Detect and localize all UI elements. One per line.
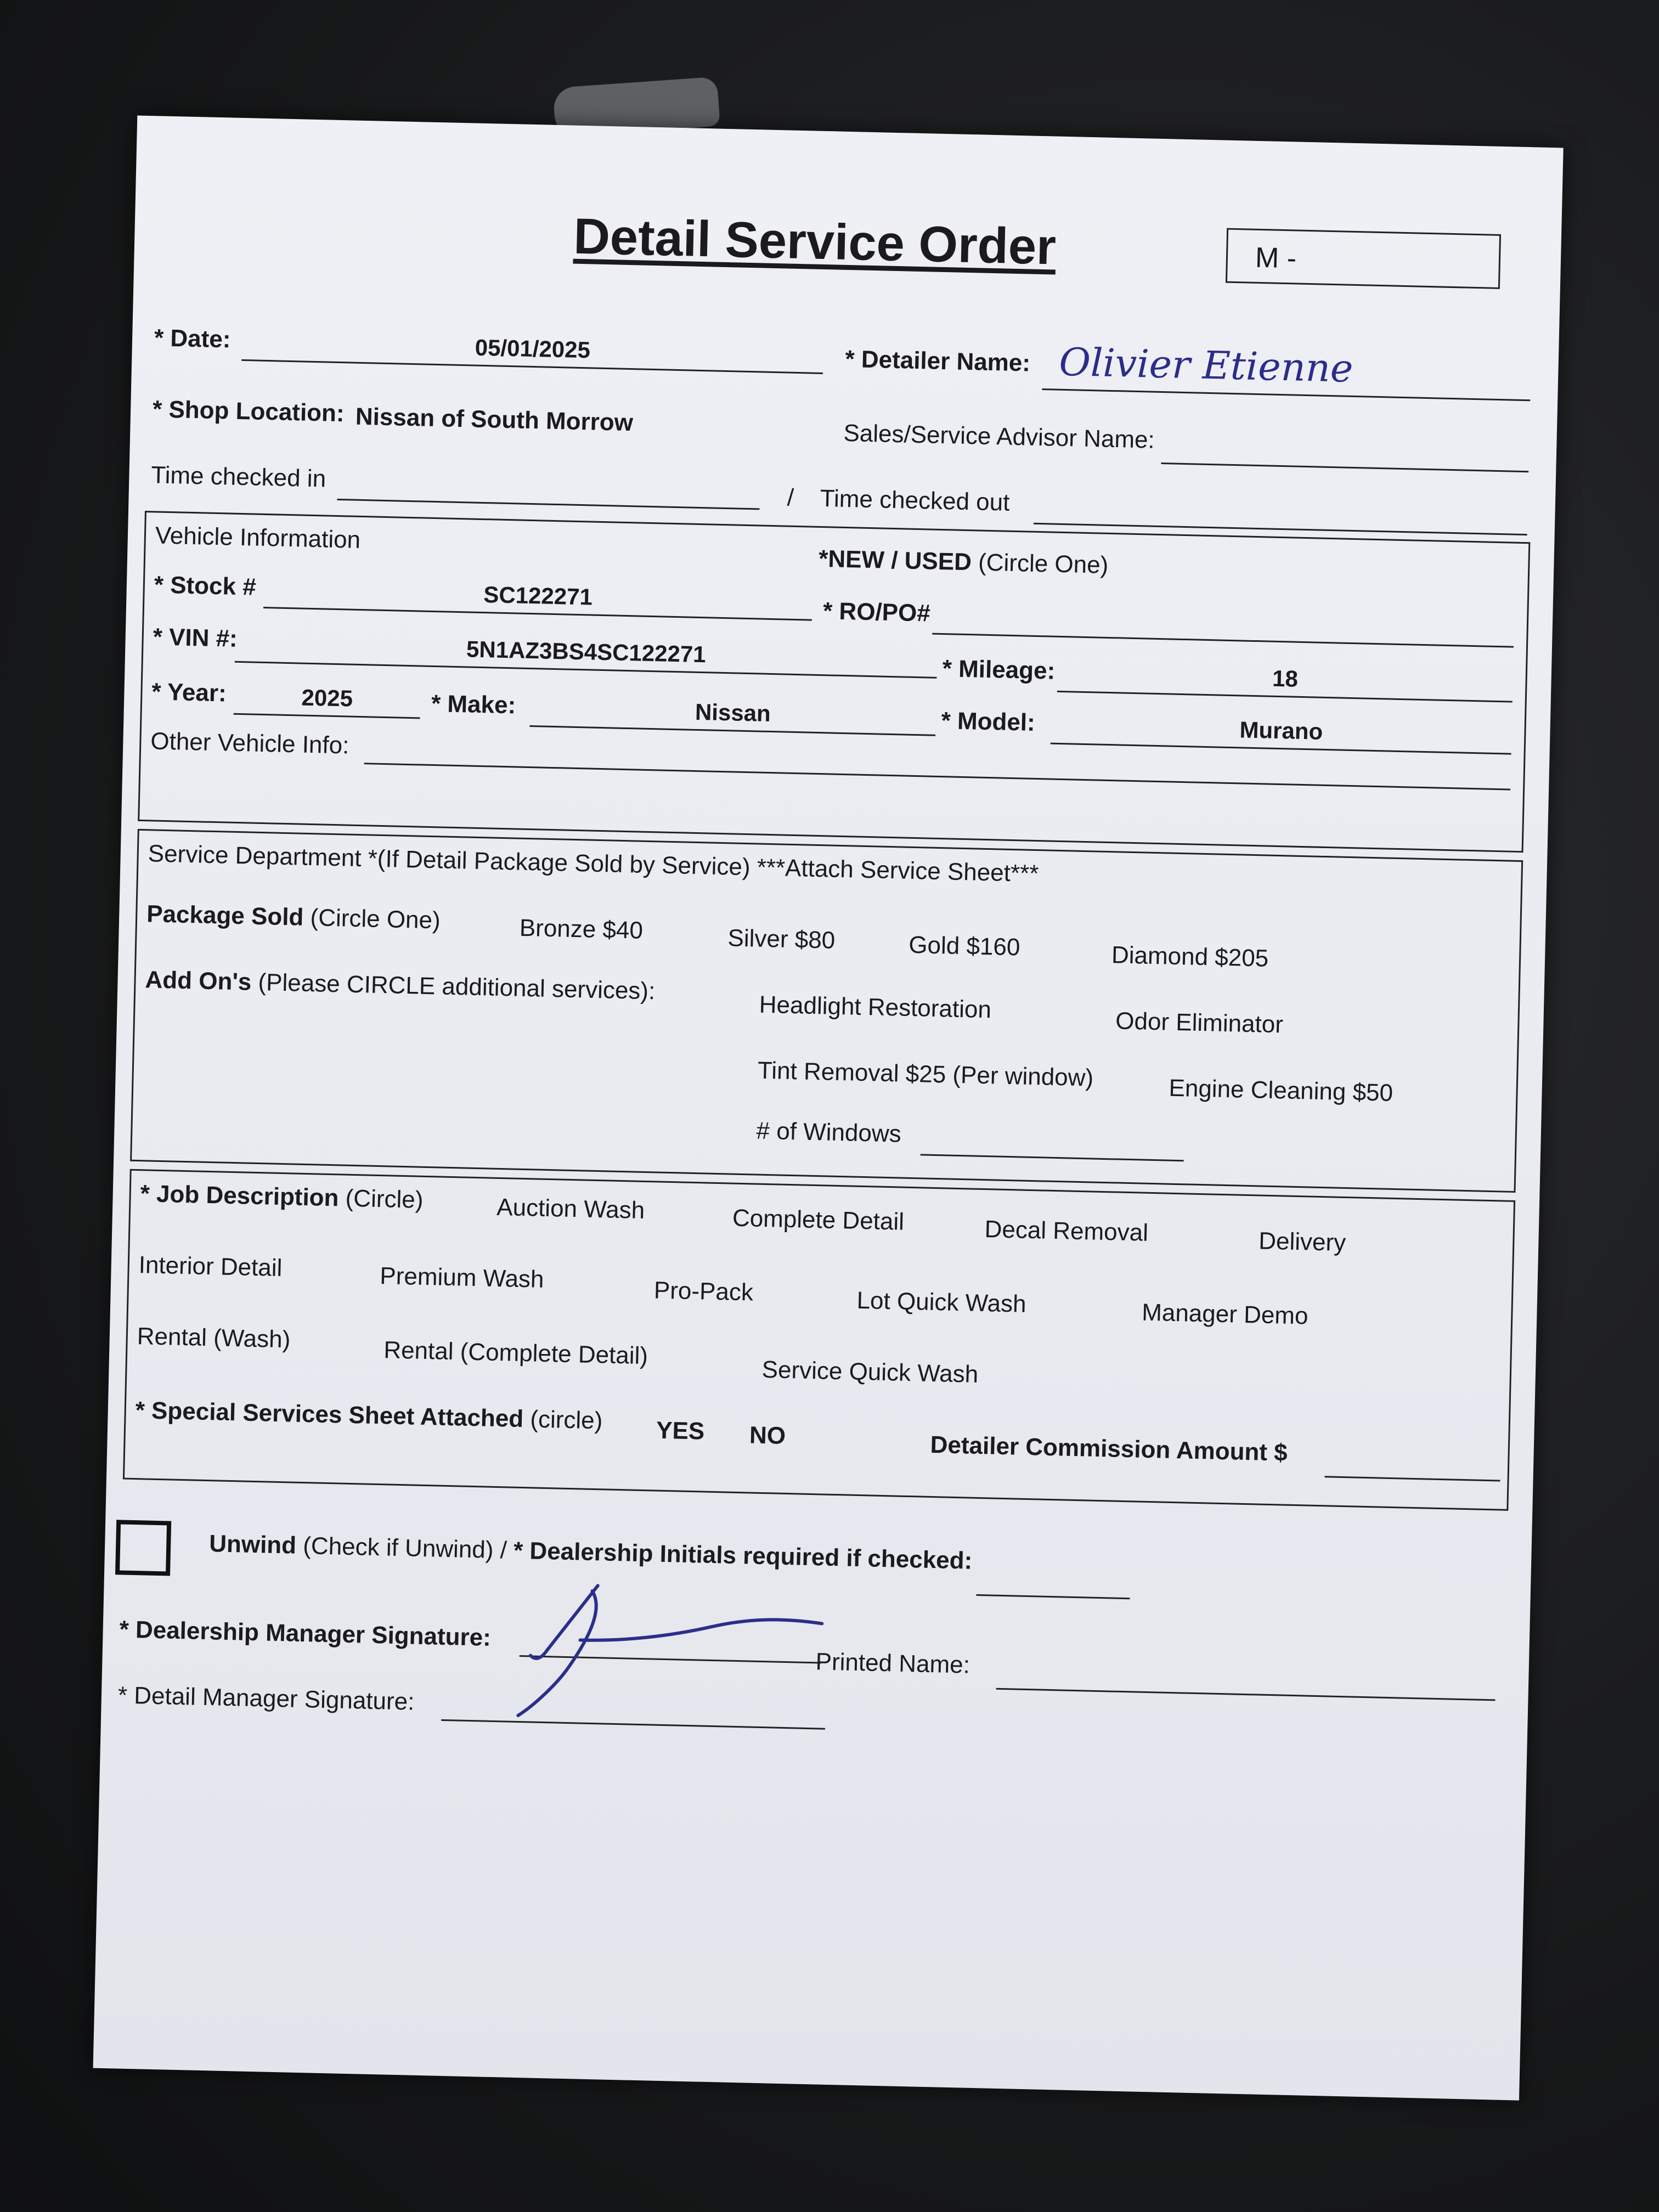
detailer-value[interactable]: Olivier Etienne <box>1058 339 1354 391</box>
package-label: Package Sold <box>146 900 304 931</box>
time-out-label: Time checked out <box>820 484 1010 516</box>
job-rental-wash[interactable]: Rental (Wash) <box>137 1323 291 1353</box>
time-in-line[interactable] <box>337 499 760 510</box>
new-used-hint: (Circle One) <box>978 549 1109 579</box>
package-hint: (Circle One) <box>310 904 441 934</box>
job-decal-removal[interactable]: Decal Removal <box>984 1216 1149 1246</box>
make-value[interactable]: Nissan <box>695 698 771 726</box>
job-rental-complete[interactable]: Rental (Complete Detail) <box>383 1336 648 1370</box>
special-services-hint: (circle) <box>529 1406 603 1435</box>
ro-po-label: * RO/PO# <box>822 597 931 627</box>
job-service-quick-wash[interactable]: Service Quick Wash <box>761 1356 979 1388</box>
mileage-label: * Mileage: <box>942 655 1056 685</box>
special-services-label: * Special Services Sheet Attached <box>135 1397 524 1433</box>
printed-name-label: Printed Name: <box>815 1648 970 1679</box>
package-diamond[interactable]: Diamond $205 <box>1111 941 1269 972</box>
job-auction-wash[interactable]: Auction Wash <box>496 1193 645 1224</box>
job-label: * Job Description <box>140 1180 340 1212</box>
other-info-label: Other Vehicle Info: <box>150 727 349 759</box>
manager-signature-label: * Dealership Manager Signature: <box>119 1616 492 1651</box>
vin-label: * VIN #: <box>153 623 238 652</box>
unwind-label: Unwind <box>208 1530 297 1559</box>
package-bronze[interactable]: Bronze $40 <box>519 914 644 944</box>
order-number-box[interactable]: M - <box>1226 228 1501 289</box>
manager-signature-ink <box>512 1573 845 1734</box>
make-label: * Make: <box>431 690 516 719</box>
initials-label: * Dealership Initials required if checked: <box>513 1537 973 1575</box>
mileage-value[interactable]: 18 <box>1272 665 1299 692</box>
stock-label: * Stock # <box>154 571 257 601</box>
shop-location-label: * Shop Location: <box>152 396 345 427</box>
detailer-line <box>1042 388 1530 401</box>
year-label: * Year: <box>151 678 227 707</box>
advisor-line[interactable] <box>1161 462 1528 472</box>
printed-name-line[interactable] <box>996 1688 1496 1701</box>
advisor-label: Sales/Service Advisor Name: <box>843 419 1155 454</box>
job-interior-detail[interactable]: Interior Detail <box>138 1251 283 1282</box>
stock-value[interactable]: SC122271 <box>483 582 593 610</box>
form-title: Detail Service Order <box>573 208 1057 275</box>
date-value[interactable]: 05/01/2025 <box>475 334 591 363</box>
initials-line[interactable] <box>977 1594 1130 1599</box>
addon-headlight[interactable]: Headlight Restoration <box>759 991 992 1024</box>
addon-odor[interactable]: Odor Eliminator <box>1115 1007 1284 1039</box>
addon-tint[interactable]: Tint Removal $25 (Per window) <box>757 1057 1094 1092</box>
windows-label: # of Windows <box>756 1117 902 1148</box>
vehicle-info-label: Vehicle Information <box>155 522 361 554</box>
commission-label: Detailer Commission Amount $ <box>930 1431 1288 1466</box>
detail-manager-label: * Detail Manager Signature: <box>117 1681 415 1716</box>
special-no[interactable]: NO <box>749 1421 786 1449</box>
job-complete-detail[interactable]: Complete Detail <box>732 1204 905 1235</box>
addons-label: Add On's <box>145 966 252 996</box>
new-used-label[interactable]: *NEW / USED <box>818 545 972 576</box>
vin-value[interactable]: 5N1AZ3BS4SC122271 <box>466 636 707 668</box>
unwind-checkbox[interactable] <box>115 1520 171 1576</box>
service-order-form <box>93 116 1564 2101</box>
addon-engine[interactable]: Engine Cleaning $50 <box>1169 1074 1393 1107</box>
unwind-hint: (Check if Unwind) / <box>302 1532 507 1564</box>
service-section-label: Service Department *(If Detail Package Sold by Service) ***Attach Service Sheet*** <box>148 840 1039 888</box>
package-silver[interactable]: Silver $80 <box>727 924 836 954</box>
job-pro-pack[interactable]: Pro-Pack <box>653 1277 754 1306</box>
detailer-label: * Detailer Name: <box>845 345 1031 377</box>
shop-location-value[interactable]: Nissan of South Morrow <box>355 403 634 437</box>
package-gold[interactable]: Gold $160 <box>908 931 1020 961</box>
time-in-label: Time checked in <box>150 461 326 493</box>
year-value[interactable]: 2025 <box>301 684 353 712</box>
time-separator: / <box>787 484 794 511</box>
date-label: * Date: <box>154 324 232 353</box>
job-lot-quick-wash[interactable]: Lot Quick Wash <box>856 1286 1027 1318</box>
job-delivery[interactable]: Delivery <box>1258 1227 1346 1257</box>
job-premium-wash[interactable]: Premium Wash <box>379 1262 545 1293</box>
addons-hint: (Please CIRCLE additional services): <box>258 968 656 1005</box>
special-yes[interactable]: YES <box>656 1417 705 1445</box>
job-manager-demo[interactable]: Manager Demo <box>1141 1299 1309 1330</box>
job-hint: (Circle) <box>345 1184 424 1214</box>
model-value[interactable]: Murano <box>1239 716 1323 744</box>
model-label: * Model: <box>941 707 1036 736</box>
